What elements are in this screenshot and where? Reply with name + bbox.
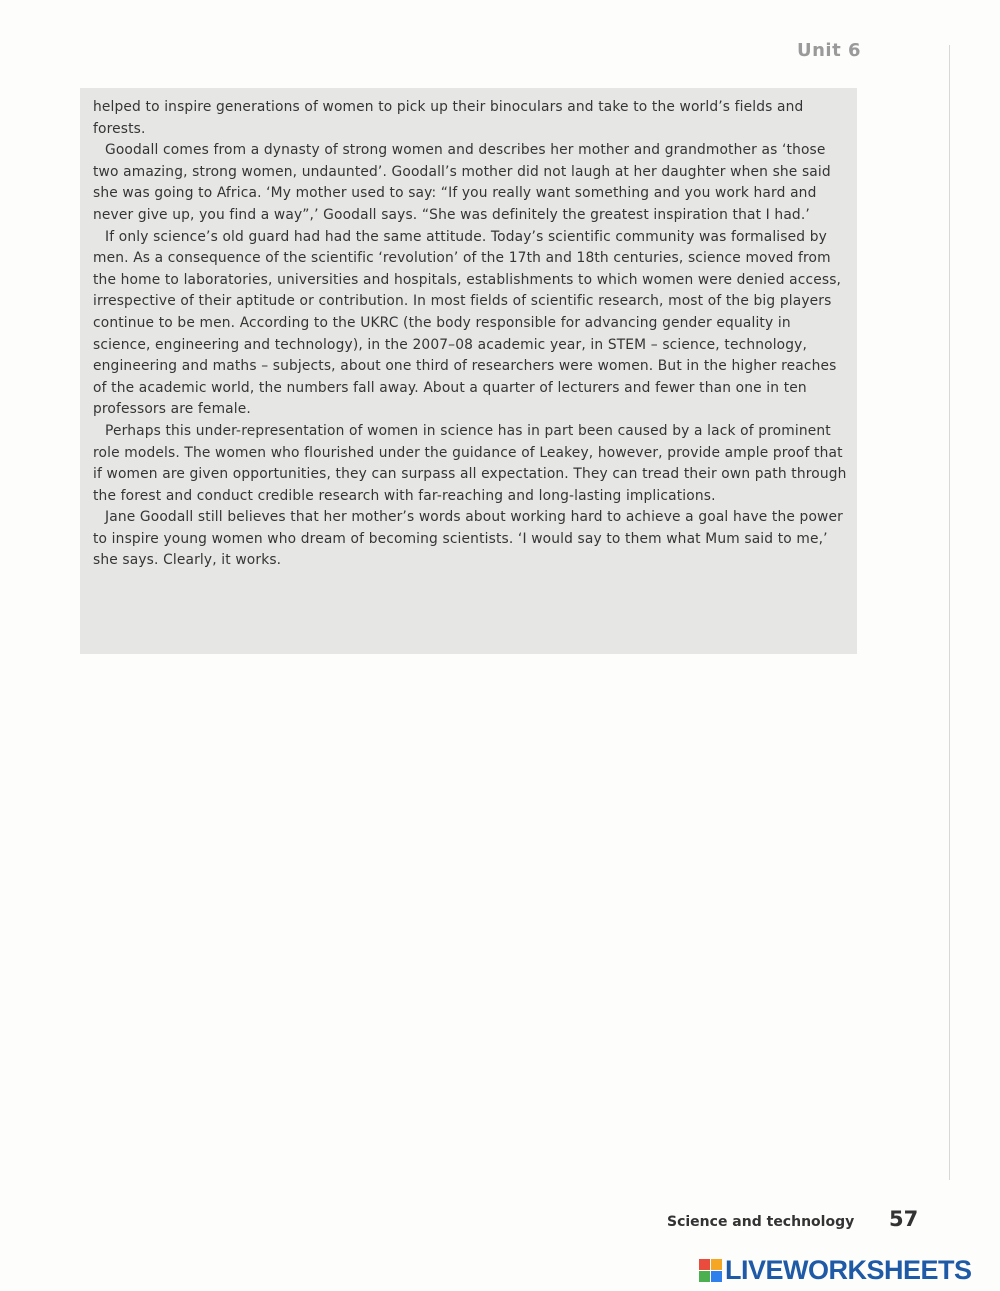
article-paragraph: Jane Goodall still believes that her mother’s words about working hard to achieve a goal have the power to inspire young women who dream of becoming scientists. ‘I would say to them what Mum said to me,’ she says. Clearly, it works. [93, 509, 843, 569]
liveworksheets-logo-icon [699, 1259, 722, 1282]
article-paragraph: If only science’s old guard had had the same attitude. Today’s scientific community was formalised by men. As a consequence of the scientific ‘revolution’ of the 17th and 18th centuries, science moved from the home to laboratories, universities and hospitals, establishments to which women were denied access, irrespective of their aptitude or contribution. In most fields of scientific research, most of the big players continue to be men. According to the UKRC (the body responsible for advancing gender equality in science, engineering and technology), in the 2007–08 academic year, in STEM – science, technology, engineering and maths – subjects, about one third of researchers were women. But in the higher reaches of the academic world, the numbers fall away. About a quarter of lecturers and fewer than one in ten professors are female. [93, 228, 842, 418]
page-number: 57 [889, 1207, 919, 1231]
article-paragraph: Perhaps this under-representation of women in science has in part been caused by a lack of prominent role models. The women who flourished under the guidance of Leakey, however, provide ample proof that if women are given opportunities, they can surpass all expectation. They can tread their own path through the forest and conduct credible research with far-reaching and long-lasting implications. [93, 422, 847, 504]
footer-section-title: Science and technology [667, 1214, 855, 1230]
liveworksheets-brand[interactable] [699, 1255, 972, 1286]
article-text-box [80, 88, 857, 654]
unit-label: Unit 6 [797, 40, 861, 61]
article-paragraph: Goodall comes from a dynasty of strong women and describes her mother and grandmother as ‘those two amazing, strong women, undaunted’. Goodall’s mother did not laugh at her daughter when she said she was going to Africa. ‘My mother used to say: “If you really want something and you work hard and never give up, you find a way”,’ Goodall says. “She was definitely the greatest inspiration that I had.’ [93, 142, 831, 223]
brand-name: LIVEWORKSHEETS [725, 1255, 972, 1285]
margin-rule [949, 45, 950, 1180]
article-paragraph: helped to inspire generations of women to pick up their binoculars and take to the world’s fields and forests. [93, 99, 804, 137]
